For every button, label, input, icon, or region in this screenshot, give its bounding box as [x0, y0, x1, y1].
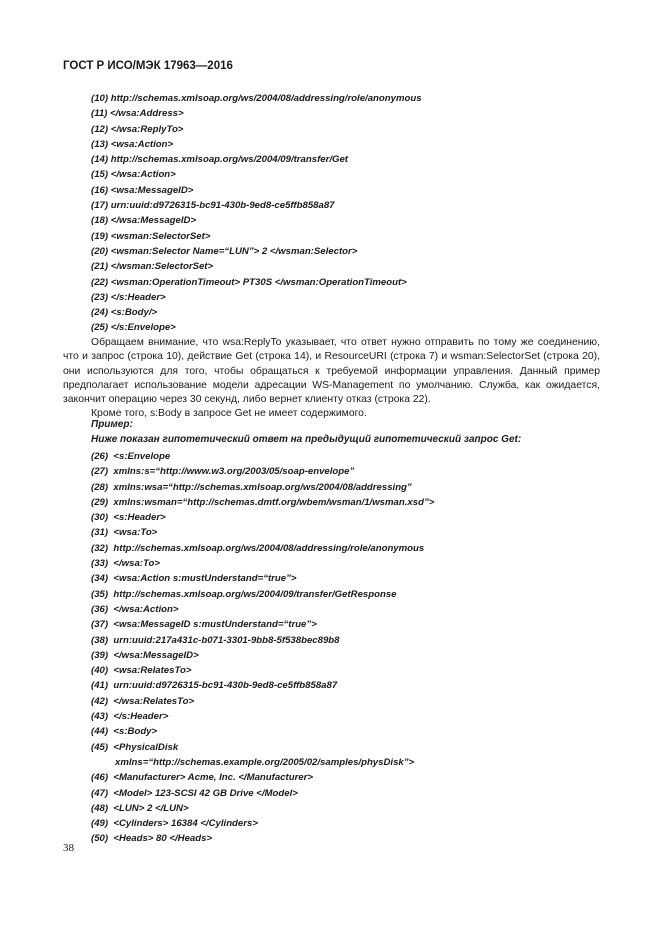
code-line: (15) </wsa:Action> — [91, 169, 176, 181]
example-caption: Ниже показан гипотетический ответ на предыдущий гипотетический запрос Get: — [91, 434, 522, 445]
code-line: (11) </wsa:Address> — [91, 108, 184, 120]
code-line: (17) urn:uuid:d9726315-bc91-430b-9ed8-ce5ffb858a87 — [91, 200, 335, 212]
code-line: (48) <LUN> 2 </LUN> — [91, 802, 189, 814]
code-line: (36) </wsa:Action> — [91, 603, 179, 615]
code-line: (12) </wsa:ReplyTo> — [91, 123, 184, 135]
code-line: (14) http://schemas.xmlsoap.org/ws/2004/09/transfer/Get — [91, 154, 348, 166]
code-line: (13) <wsa:Action> — [91, 138, 174, 150]
page-header: ГОСТ Р ИСО/МЭК 17963—2016 — [63, 60, 233, 72]
code-line: (44) <s:Body> — [91, 726, 158, 738]
code-line: (23) </s:Header> — [91, 291, 166, 303]
example-label: Пример: — [91, 419, 133, 430]
code-line: (29) xmlns:wsman=“http://schemas.dmtf.org/wbem/wsman/1/wsman.xsd”> — [91, 496, 435, 508]
code-line: (26) <s:Envelope — [91, 451, 171, 462]
code-line: (24) <s:Body/> — [91, 307, 158, 319]
code-line: (46) <Manufacturer> Acme, Inc. </Manufacturer> — [91, 772, 313, 784]
code-line: (19) <wsman:SelectorSet> — [91, 230, 211, 242]
code-line: (16) <wsa:MessageID> — [91, 184, 194, 196]
paragraph: Кроме того, s:Body в запросе Get не имеет содержимого. — [91, 408, 367, 420]
code-line: (10) http://schemas.xmlsoap.org/ws/2004/08/addressing/role/anonymous — [91, 93, 422, 104]
code-line: xmlns=“http://schemas.example.org/2005/02/samples/physDisk”> — [115, 756, 415, 768]
code-line: (31) <wsa:To> — [91, 527, 158, 539]
code-line: (27) xmlns:s=“http://www.w3.org/2003/05/soap-envelope” — [91, 466, 355, 478]
code-line: (37) <wsa:MessageID s:mustUnderstand=“true”> — [91, 619, 317, 631]
code-line: (33) </wsa:To> — [91, 558, 160, 570]
code-line: (42) </wsa:RelatesTo> — [91, 695, 195, 707]
code-line: (45) <PhysicalDisk — [91, 741, 179, 753]
code-line: (22) <wsman:OperationTimeout> PT30S </wsman:OperationTimeout> — [91, 276, 407, 288]
code-line: (21) </wsman:SelectorSet> — [91, 261, 214, 273]
code-line: (41) urn:uuid:d9726315-bc91-430b-9ed8-ce5ffb858a87 — [91, 680, 338, 692]
body-text — [63, 336, 600, 422]
code-listing-request — [91, 91, 422, 336]
code-line: (39) </wsa:MessageID> — [91, 649, 199, 661]
code-line: (49) <Cylinders> 16384 </Cylinders> — [91, 818, 258, 830]
page-number: 38 — [63, 842, 74, 854]
code-line: (18) </wsa:MessageID> — [91, 215, 197, 227]
code-line: (20) <wsman:Selector Name=“LUN”> 2 </wsman:Selector> — [91, 245, 358, 257]
code-line: (25) </s:Envelope> — [91, 322, 176, 334]
code-line: (35) http://schemas.xmlsoap.org/ws/2004/09/transfer/GetResponse — [91, 588, 397, 600]
code-line: (43) </s:Header> — [91, 711, 169, 723]
code-line: (40) <wsa:RelatesTo> — [91, 665, 192, 677]
code-line: (47) <Model> 123-SCSI 42 GB Drive </Model> — [91, 787, 298, 799]
code-listing-response — [91, 449, 434, 847]
code-line: (32) http://schemas.xmlsoap.org/ws/2004/08/addressing/role/anonymous — [91, 542, 425, 554]
code-line: (38) urn:uuid:217a431c-b071-3301-9bb8-5f538bec89b8 — [91, 634, 340, 646]
paragraph: Обращаем внимание, что wsa:ReplyTo указывает, что ответ нужно отправить по тому же соединению, что и запрос (строка 10), действие Get (строка 14), и ResourceURI (строка 7) и wsman:SelectorSet (строка 20), они используются для того, чтобы обращаться к требуемой информации управления. Данный пример предполагает использование модели адресации WS-Management по умолчанию. Служба, как ожидается, закончит операцию через 30 секунд, либо вернет клиенту отказ (строка 22). — [63, 337, 600, 406]
code-line: (28) xmlns:wsa=“http://schemas.xmlsoap.org/ws/2004/08/addressing” — [91, 481, 412, 493]
code-line: (50) <Heads> 80 </Heads> — [91, 833, 213, 845]
code-line: (34) <wsa:Action s:mustUnderstand=“true”> — [91, 573, 297, 585]
code-line: (30) <s:Header> — [91, 512, 166, 524]
